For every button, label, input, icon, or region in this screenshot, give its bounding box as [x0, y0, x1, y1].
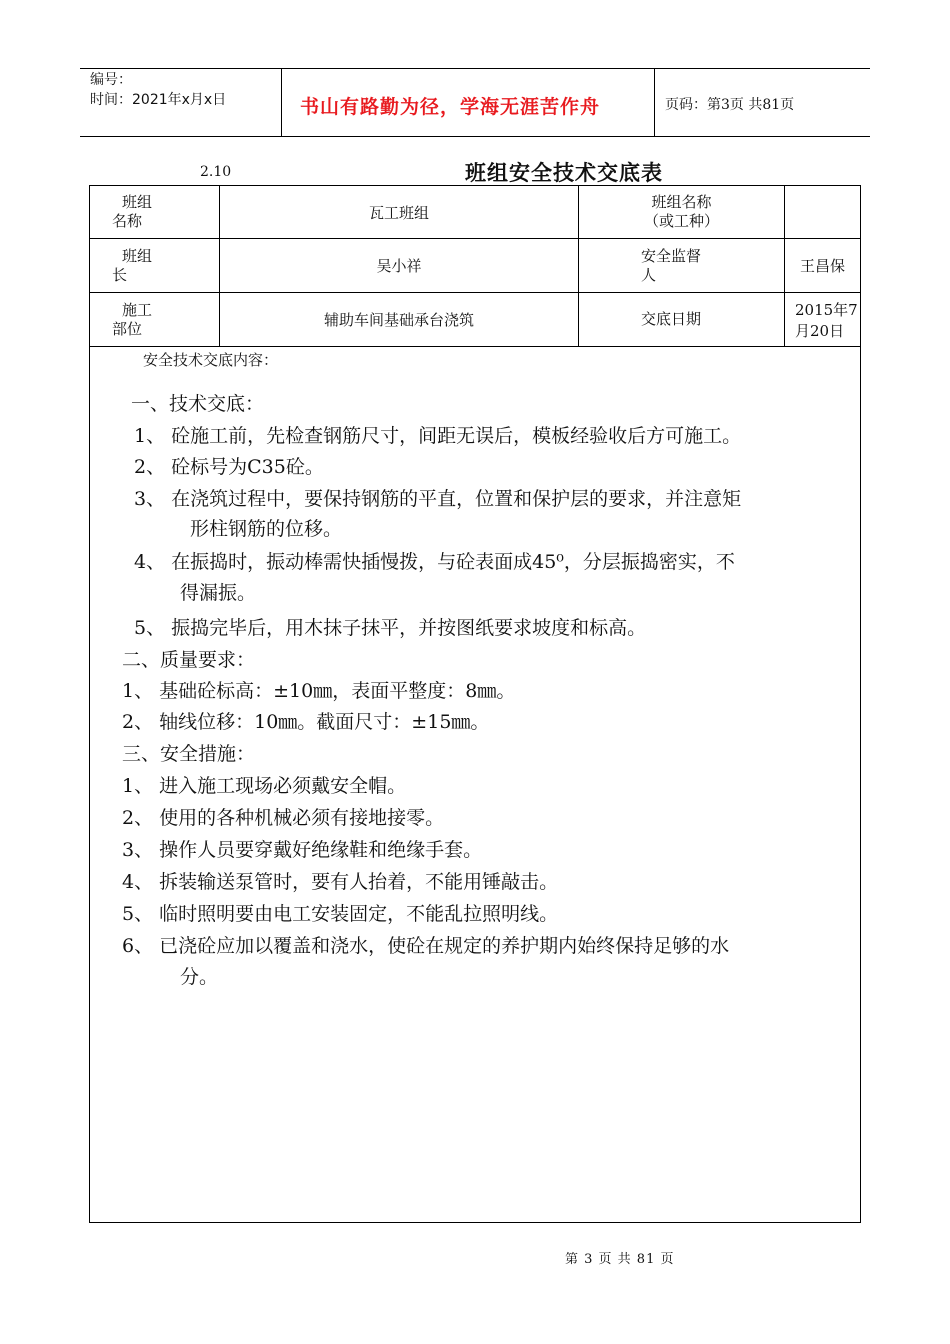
- page-footer: 第 3 页 共 81 页: [565, 1252, 675, 1267]
- date-value: 2015年7月20日: [785, 293, 861, 347]
- table-row: [90, 239, 861, 293]
- team-name-label: 班组 名称: [90, 186, 220, 239]
- list-item: 4、 拆装输送泵管时，要有人抬着，不能用锤敲击。: [122, 871, 559, 893]
- list-item-continuation: 分。: [180, 966, 219, 988]
- table-row: [90, 293, 861, 347]
- content-label: 安全技术交底内容：: [143, 351, 279, 369]
- supervisor-label: 安全监督 人: [579, 239, 785, 293]
- header-meta: [90, 70, 226, 110]
- list-item: 2、 砼标号为C35砼。: [134, 456, 324, 478]
- list-item: 5、 振捣完毕后，用木抹子抹平，并按图纸要求坡度和标高。: [134, 617, 647, 639]
- section-heading: 一、技术交底：: [131, 393, 265, 415]
- section-heading: 三、安全措施：: [122, 743, 256, 765]
- info-table: [89, 185, 861, 347]
- supervisor-value: 王昌保: [785, 239, 861, 293]
- header-motto: 书山有路勤为径，学海无涯苦作舟: [300, 96, 601, 118]
- list-item: 4、 在振捣时，振动棒需快插慢拨，与砼表面成45⁰，分层振捣密实，不: [134, 551, 735, 573]
- section-number: 2.10: [200, 164, 232, 180]
- team-name-value: 瓦工班组: [220, 186, 579, 239]
- list-item: 6、 已浇砼应加以覆盖和浇水，使砼在规定的养护期内始终保持足够的水: [122, 935, 730, 957]
- table-row: [90, 186, 861, 239]
- list-item: 5、 临时照明要由电工安装固定，不能乱拉照明线。: [122, 903, 559, 925]
- header-top-rule: [80, 68, 870, 69]
- location-value: 辅助车间基础承台浇筑: [220, 293, 579, 347]
- list-item: 1、 进入施工现场必须戴安全帽。: [122, 775, 407, 797]
- list-item: 1、 砼施工前，先检查钢筋尺寸，间距无误后，模板经验收后方可施工。: [134, 425, 742, 447]
- leader-value: 吴小祥: [220, 239, 579, 293]
- list-item: 2、 使用的各种机械必须有接地接零。: [122, 807, 445, 829]
- team-alt-value: [785, 186, 861, 239]
- header-divider-left: [281, 68, 282, 136]
- leader-label: 班组 长: [90, 239, 220, 293]
- doc-time-label: 时间：2021年x月x日: [90, 92, 227, 108]
- page-title: 班组安全技术交底表: [465, 160, 663, 185]
- section-heading: 二、质量要求：: [122, 649, 256, 671]
- team-alt-label: 班组名称 （或工种）: [579, 186, 785, 239]
- location-label: 施工 部位: [90, 293, 220, 347]
- list-item-continuation: 形柱钢筋的位移。: [190, 518, 343, 540]
- header-bottom-rule: [80, 136, 870, 137]
- header-divider-right: [654, 68, 655, 136]
- header-page-info: 页码：第3页 共81页: [665, 97, 795, 113]
- list-item-continuation: 得漏振。: [180, 582, 257, 604]
- date-label: 交底日期: [579, 293, 785, 347]
- doc-number-label: 编号：: [90, 72, 132, 88]
- list-item: 3、 操作人员要穿戴好绝缘鞋和绝缘手套。: [122, 839, 483, 861]
- list-item: 1、 基础砼标高：±10㎜，表面平整度：8㎜。: [122, 680, 516, 702]
- list-item: 2、 轴线位移：10㎜。截面尺寸：±15㎜。: [122, 711, 490, 733]
- list-item: 3、 在浇筑过程中，要保持钢筋的平直，位置和保护层的要求，并注意矩: [134, 488, 742, 510]
